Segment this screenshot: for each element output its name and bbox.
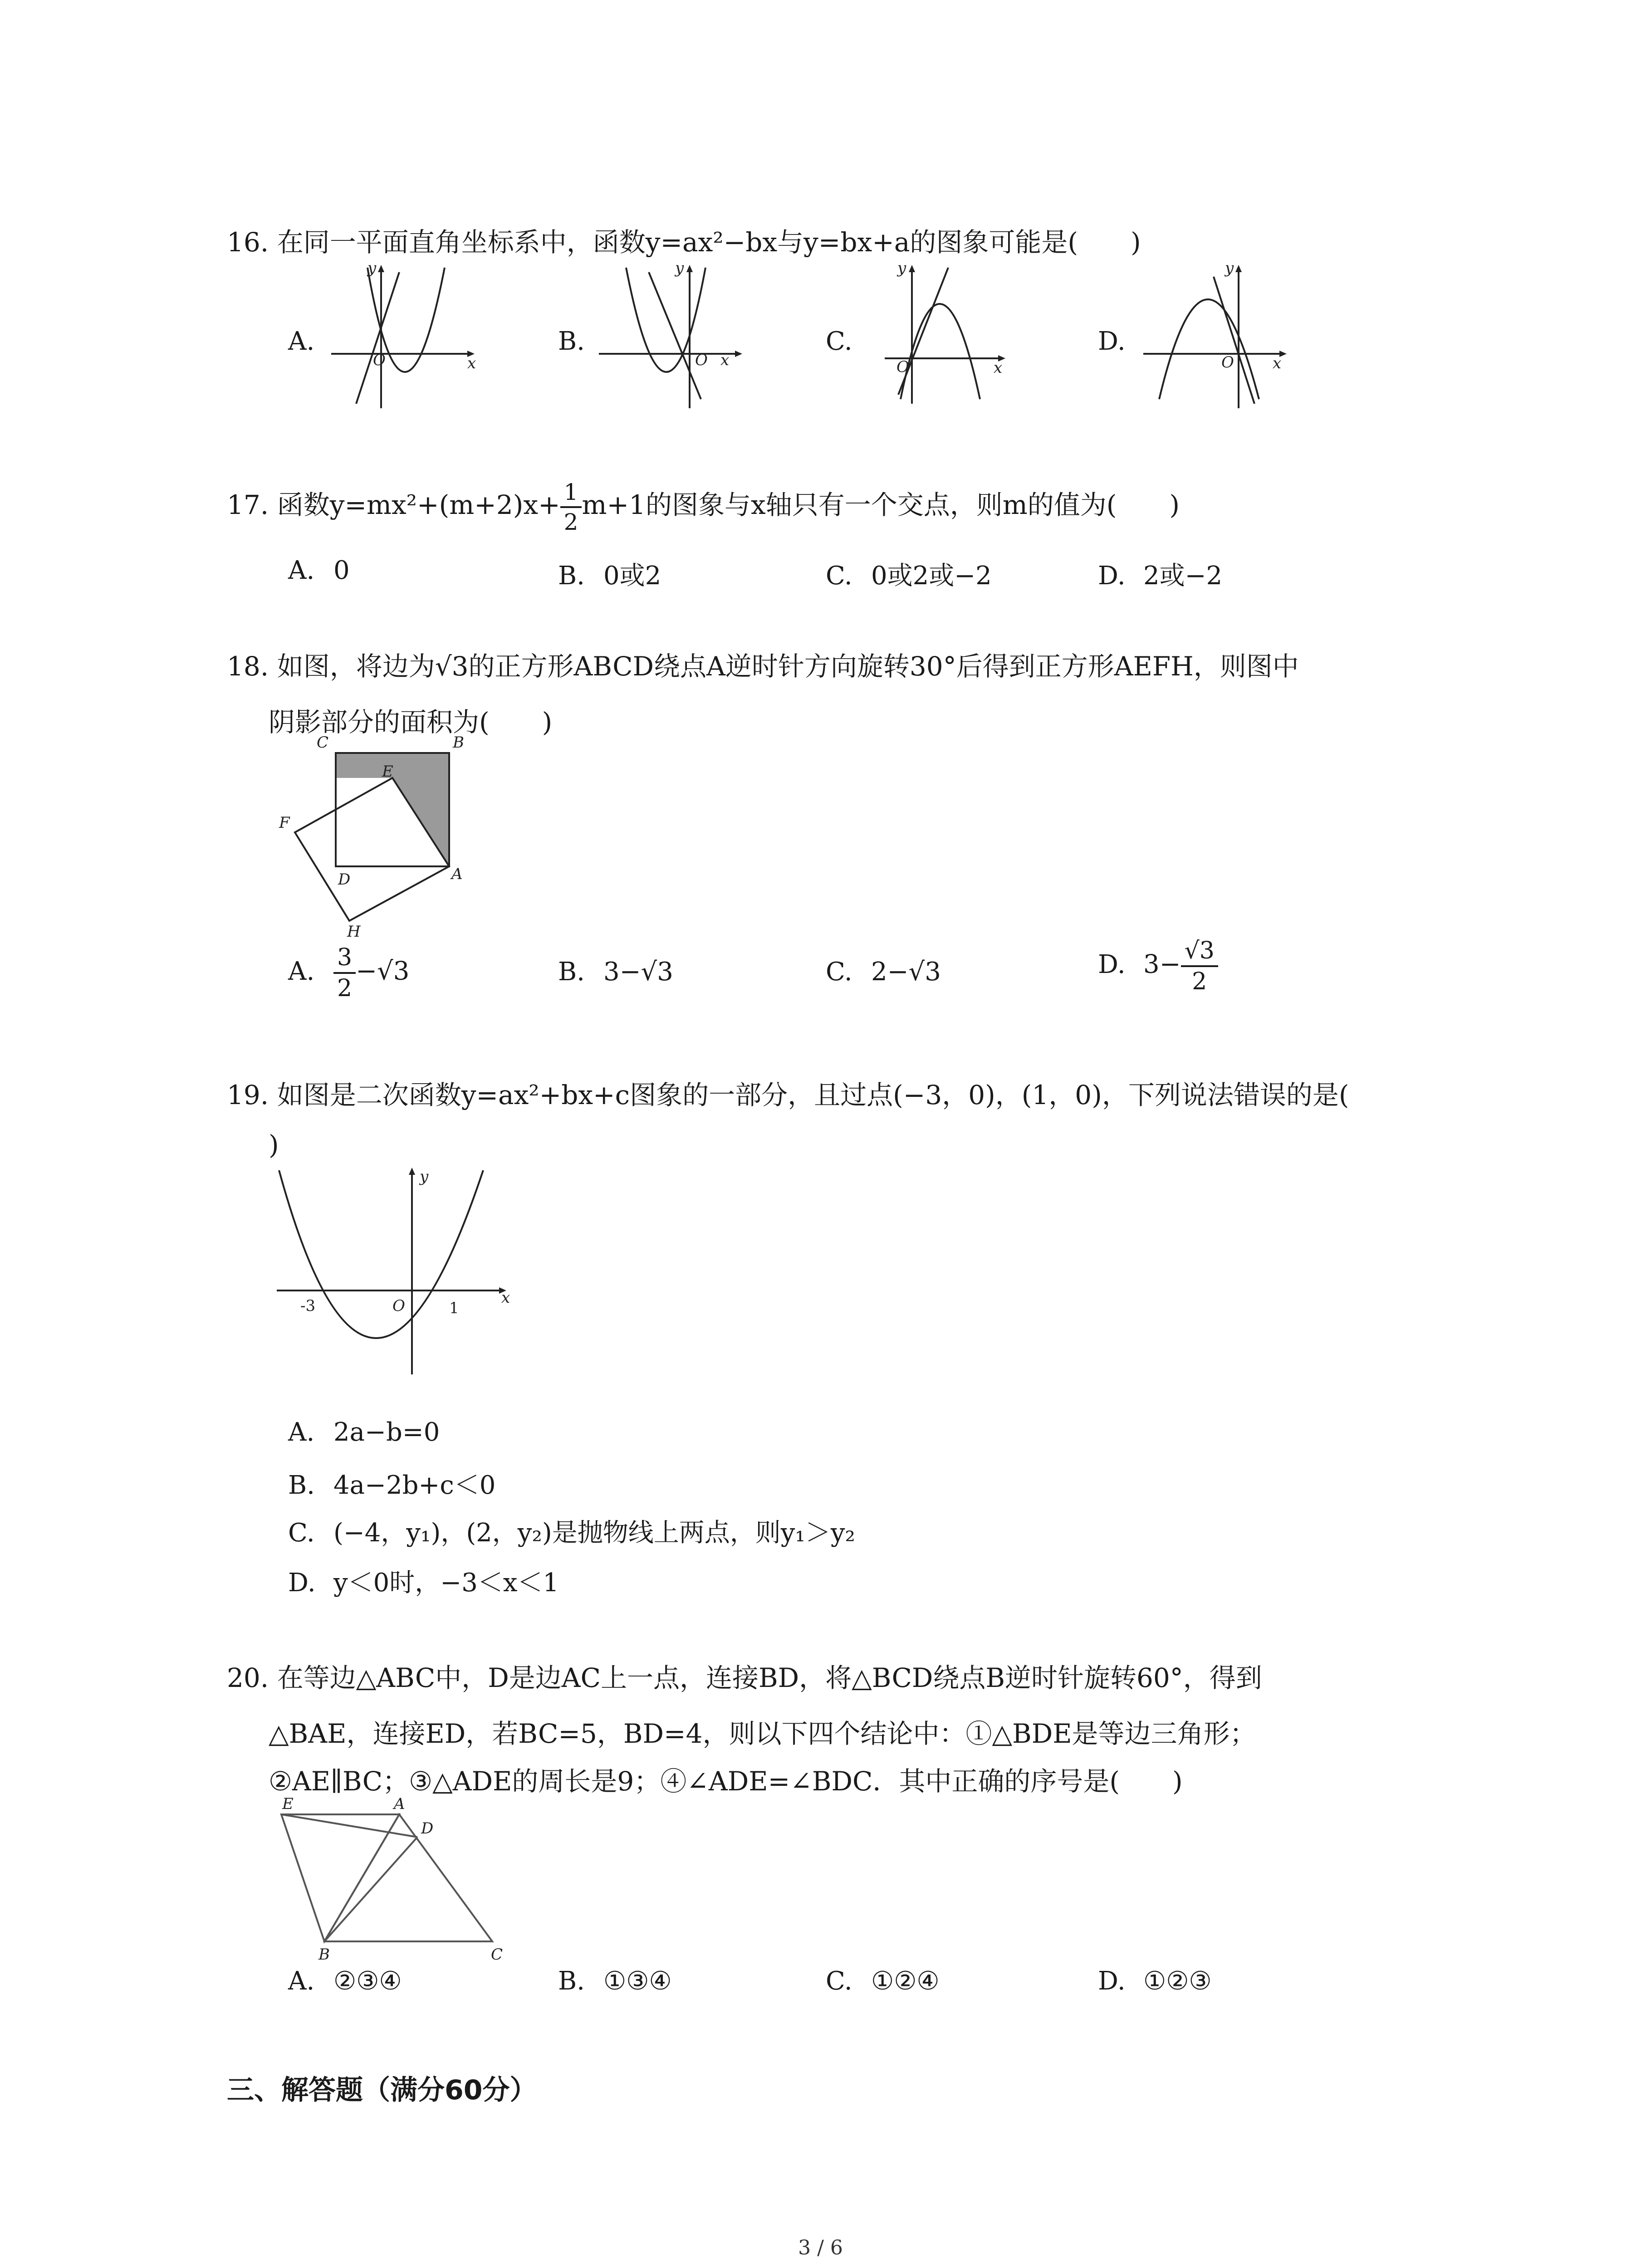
q20-line3: ②AE∥BC；③△ADE的周长是9；④∠ADE=∠BDC．其中正确的序号是( ): [269, 1766, 1183, 1797]
q16-option-a-label[interactable]: A.: [288, 327, 315, 356]
q16-d-y-label: y: [1225, 259, 1234, 277]
q18-point-c: C: [317, 733, 329, 752]
q18-line1: 18. 如图，将边为√3的正方形ABCD绕点A逆时针方向旋转30°后得到正方形AEFH，则图中: [227, 651, 1299, 682]
q16-stem: 16. 在同一平面直角坐标系中，函数y=ax²−bx与y=bx+a的图象可能是( ): [227, 227, 1141, 258]
q20-option-c[interactable]: C. ①②④: [826, 1966, 940, 1996]
q18-option-b[interactable]: B. 3−√3: [558, 957, 673, 987]
q18-point-a: A: [451, 865, 463, 883]
q16-d-x-label: x: [1273, 354, 1282, 372]
q16-b-x-label: x: [720, 351, 730, 369]
q20-point-a: A: [394, 1795, 405, 1813]
q16-option-b-label[interactable]: B.: [558, 327, 585, 356]
q19-origin: O: [392, 1297, 405, 1315]
q17-option-a[interactable]: A. 0: [288, 556, 350, 585]
q20-line2: △BAE，连接ED，若BC=5，BD=4，则以下四个结论中：①△BDE是等边三角形；: [269, 1718, 1256, 1749]
q20-point-b: B: [318, 1945, 330, 1964]
q19-tick-1: 1: [449, 1299, 459, 1317]
q20-point-c: C: [491, 1945, 503, 1964]
q20-figure: [272, 1796, 517, 1973]
q16-a-x-label: x: [467, 354, 476, 372]
q18-option-a[interactable]: A. $\frac{3}{2}$ −√3: [288, 944, 410, 1002]
q18-point-f: F: [279, 814, 290, 832]
q19-line2: ): [269, 1129, 279, 1160]
q16-c-x-label: x: [994, 359, 1003, 377]
q16-graph-c: [880, 259, 1030, 413]
q19-graph: [272, 1161, 526, 1406]
page-number: 3 / 6: [798, 2236, 843, 2259]
q16-a-origin: O: [373, 351, 386, 369]
q19-option-d[interactable]: D. y＜0时，−3＜x＜1: [288, 1568, 559, 1598]
q19-x-label: x: [501, 1289, 510, 1307]
q17-option-b[interactable]: B. 0或2: [558, 561, 661, 591]
q18-option-d[interactable]: D. 3− $\frac{√3}{2}$: [1098, 939, 1218, 993]
q16-a-y-label: y: [367, 259, 377, 277]
q20-line1: 20. 在等边△ABC中，D是边AC上一点，连接BD，将△BCD绕点B逆时针旋转60°，得到: [227, 1662, 1262, 1693]
q17-option-d[interactable]: D. 2或−2: [1098, 561, 1223, 591]
q16-b-y-label: y: [675, 259, 684, 277]
q19-line1: 19. 如图是二次函数y=ax²+bx+c图象的一部分，且过点(−3，0)，(1，0)，下列说法错误的是(: [227, 1080, 1349, 1110]
q19-option-b[interactable]: B. 4a−2b+c＜0: [288, 1471, 496, 1500]
q20-point-e: E: [282, 1795, 294, 1813]
q19-tick-neg3: -3: [300, 1297, 316, 1315]
q20-option-b[interactable]: B. ①③④: [558, 1966, 672, 1996]
q18-point-b: B: [453, 733, 464, 752]
q19-option-c[interactable]: C. (−4，y₁)，(2，y₂)是抛物线上两点，则y₁＞y₂: [288, 1518, 855, 1548]
q17-stem: 17. 函数y=mx²+(m+2)x+ $\frac{1}{2}$ m+1的图象与x轴只有一个交点，则m的值为( ): [227, 479, 1180, 535]
q16-graph-a: [331, 259, 481, 413]
q17-fraction: $\frac{1}{2}$: [560, 481, 582, 533]
q18-point-e: E: [382, 763, 393, 781]
q16-option-c-label[interactable]: C.: [826, 327, 852, 356]
q16-graph-d: [1143, 259, 1293, 413]
q16-option-d-label[interactable]: D.: [1098, 327, 1126, 356]
q20-point-d: D: [421, 1819, 434, 1838]
q18-option-c[interactable]: C. 2−√3: [826, 957, 941, 987]
q19-y-label: y: [420, 1168, 429, 1186]
q16-graph-b: [599, 259, 753, 413]
q18-point-h: H: [347, 923, 361, 941]
q20-option-d[interactable]: D. ①②③: [1098, 1966, 1212, 1996]
q20-option-a[interactable]: A. ②③④: [288, 1966, 402, 1996]
q16-c-origin: O: [896, 358, 909, 376]
q18-figure: [268, 735, 476, 943]
q16-b-origin: O: [695, 351, 708, 369]
section-heading: 三、解答题（满分60分）: [227, 2074, 537, 2106]
q16-c-y-label: y: [897, 259, 906, 277]
q19-option-a[interactable]: A. 2a−b=0: [288, 1418, 440, 1447]
q18-line2: 阴影部分的面积为( ): [269, 707, 553, 738]
q16-d-origin: O: [1221, 353, 1234, 371]
q18-point-d: D: [338, 870, 351, 889]
q17-option-c[interactable]: C. 0或2或−2: [826, 561, 992, 591]
